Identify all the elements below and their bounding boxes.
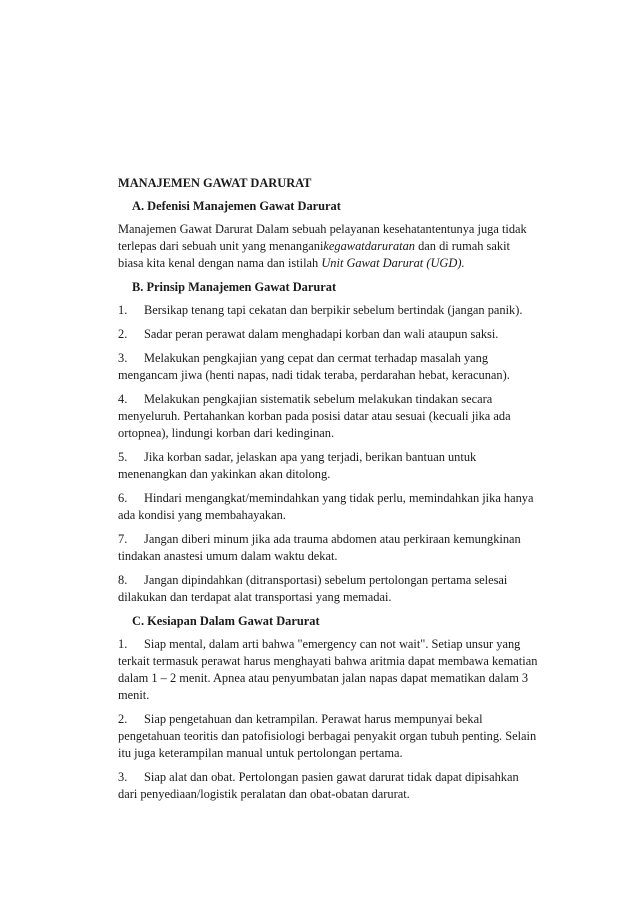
list-item-text: Sadar peran perawat dalam menghadapi korban dan wali ataupun saksi. xyxy=(144,327,499,341)
list-item-text: Melakukan pengkajian sistematik sebelum melakukan tindakan secara menyeluruh. Pertahankan korban pada posisi datar atau sesuai (kecuali jika ada ortopnea), lindungi korban dari kedinginan. xyxy=(118,392,511,440)
section-b-heading: B. Prinsip Manajemen Gawat Darurat xyxy=(132,280,337,294)
list-item-number: 5. xyxy=(118,450,128,464)
list-item-number: 6. xyxy=(118,491,128,505)
list-item-number: 2. xyxy=(118,712,128,726)
list-item-text: Bersikap tenang tapi cekatan dan berpikir sebelum bertindak (jangan panik). xyxy=(144,303,523,317)
list-item-number: 8. xyxy=(118,573,128,587)
list-item-number: 4. xyxy=(118,392,128,406)
page-title: MANAJEMEN GAWAT DARURAT xyxy=(118,176,312,190)
list-item xyxy=(118,350,538,384)
list-item xyxy=(118,302,538,319)
list-item-number: 7. xyxy=(118,532,128,546)
list-item xyxy=(118,636,538,704)
list-item xyxy=(118,711,538,762)
list-item xyxy=(118,391,538,442)
list-item-text: Hindari mengangkat/memindahkan yang tidak perlu, memindahkan jika hanya ada kondisi yang membahayakan. xyxy=(118,491,534,522)
list-item-number: 3. xyxy=(118,770,128,784)
list-item xyxy=(118,449,538,483)
list-item-text: Melakukan pengkajian yang cepat dan cermat terhadap masalah yang mengancam jiwa (henti napas, nadi tidak teraba, perdarahan hebat, keracunan). xyxy=(118,351,510,382)
section-b-list xyxy=(118,302,538,606)
section-a-text-2: dan di rumah sakit biasa kita kenal dengan nama dan istilah xyxy=(118,239,510,270)
list-item-number: 2. xyxy=(118,327,128,341)
section-a-italic-1: kegawatdaruratan xyxy=(323,239,415,253)
section-a-text-1: Manajemen Gawat Darurat Dalam sebuah pelayanan kesehatantentunya juga tidak terlepas dari sebuah unit yang menangani xyxy=(118,222,527,253)
section-a-paragraph xyxy=(118,221,538,272)
document-content xyxy=(118,175,538,810)
list-item-number: 1. xyxy=(118,303,128,317)
list-item-text: Jangan diberi minum jika ada trauma abdomen atau perkiraan kemungkinan tindakan anastesi umum dalam waktu dekat. xyxy=(118,532,521,563)
list-item-number: 1. xyxy=(118,637,128,651)
section-a-heading: A. Defenisi Manajemen Gawat Darurat xyxy=(132,199,341,213)
list-item-number: 3. xyxy=(118,351,128,365)
list-item xyxy=(118,490,538,524)
section-c-list xyxy=(118,636,538,803)
list-item xyxy=(118,531,538,565)
list-item-text: Jangan dipindahkan (ditransportasi) sebelum pertolongan pertama selesai dilakukan dan terdapat alat transportasi yang memadai. xyxy=(118,573,508,604)
list-item-text: Siap pengetahuan dan ketrampilan. Perawat harus mempunyai bekal pengetahuan teoritis dan patofisiologi berbagai penyakit organ tubuh penting. Selain itu juga keterampilan manual untuk pertolongan pertama. xyxy=(118,712,537,760)
section-c-heading: C. Kesiapan Dalam Gawat Darurat xyxy=(132,614,320,628)
section-a-italic-2: Unit Gawat Darurat (UGD). xyxy=(321,256,465,270)
list-item xyxy=(118,769,538,803)
list-item-text: Siap mental, dalam arti bahwa "emergency can not wait". Setiap unsur yang terkait termasuk perawat harus menghayati bahwa aritmia dapat membawa kematian dalam 1 – 2 menit. Apnea atau penyumbatan jalan napas dapat mematikan dalam 3 menit. xyxy=(118,637,538,702)
list-item xyxy=(118,572,538,606)
list-item-text: Jika korban sadar, jelaskan apa yang terjadi, berikan bantuan untuk menenangkan dan yakinkan akan ditolong. xyxy=(118,450,477,481)
list-item xyxy=(118,326,538,343)
list-item-text: Siap alat dan obat. Pertolongan pasien gawat darurat tidak dapat dipisahkan dari penyediaan/logistik peralatan dan obat-obatan darurat. xyxy=(118,770,519,801)
